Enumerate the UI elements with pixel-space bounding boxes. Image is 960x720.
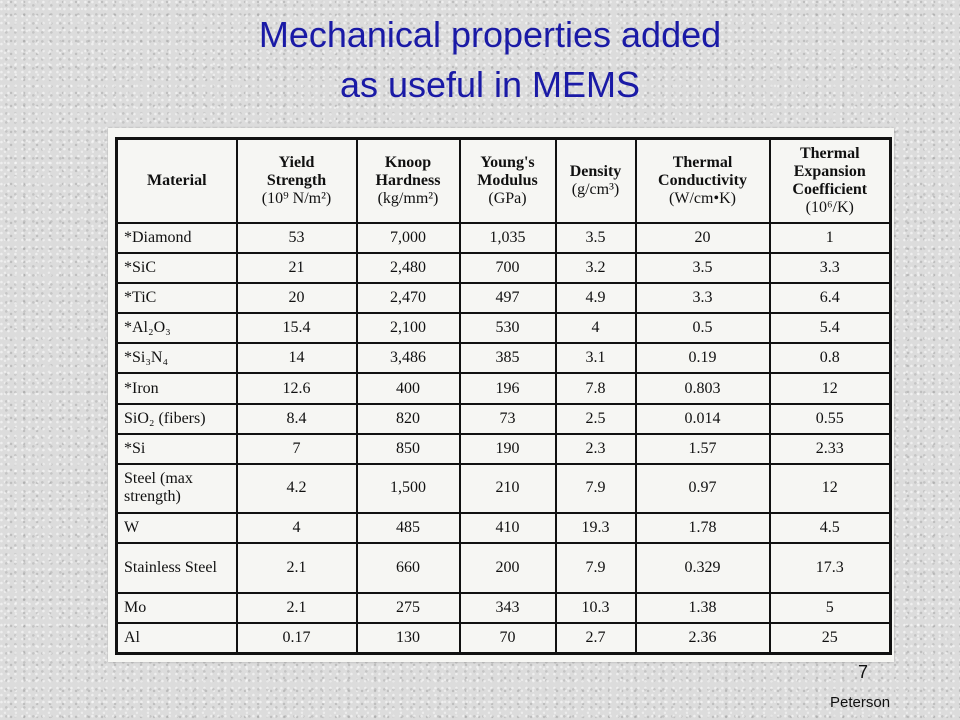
table-cell: 1,500 <box>357 464 460 513</box>
table-cell: 25 <box>770 623 891 654</box>
slide-title-line-2: as useful in MEMS <box>339 64 641 105</box>
column-header-text: Modulus <box>477 172 538 189</box>
column-header <box>636 139 770 224</box>
table-cell: 196 <box>460 373 556 403</box>
table-cell: 3.5 <box>556 223 636 253</box>
column-header <box>117 139 237 224</box>
table-cell: 497 <box>460 283 556 313</box>
material-name-cell: *SiC <box>117 253 237 283</box>
material-name-cell: Mo <box>117 593 237 623</box>
table-cell: 200 <box>460 543 556 592</box>
table-row <box>117 623 891 654</box>
column-header <box>770 139 891 224</box>
table-cell: 70 <box>460 623 556 654</box>
table-cell: 20 <box>237 283 357 313</box>
table-cell: 130 <box>357 623 460 654</box>
table-cell: 12.6 <box>237 373 357 403</box>
table-cell: 73 <box>460 404 556 434</box>
table-cell: 2.33 <box>770 434 891 464</box>
table-cell: 2,100 <box>357 313 460 343</box>
table-cell: 0.19 <box>636 343 770 373</box>
table-cell: 0.8 <box>770 343 891 373</box>
table-cell: 210 <box>460 464 556 513</box>
table-cell: 0.97 <box>636 464 770 513</box>
table-cell: 190 <box>460 434 556 464</box>
table-cell: 2.1 <box>237 593 357 623</box>
table-cell: 3.2 <box>556 253 636 283</box>
table-cell: 3.1 <box>556 343 636 373</box>
material-name-cell: *Iron <box>117 373 237 403</box>
table-cell: 14 <box>237 343 357 373</box>
table-cell: 12 <box>770 373 891 403</box>
table-cell: 0.55 <box>770 404 891 434</box>
material-name-cell: *TiC <box>117 283 237 313</box>
column-header-text: Material <box>146 172 207 189</box>
table-cell: 7 <box>237 434 357 464</box>
table-row <box>117 404 891 434</box>
column-header-unit: (10⁶/K) <box>805 199 854 216</box>
column-header-unit: (W/cm•K) <box>669 190 736 207</box>
table-cell: 8.4 <box>237 404 357 434</box>
table-cell: 4.9 <box>556 283 636 313</box>
table-cell: 850 <box>357 434 460 464</box>
table-row <box>117 343 891 373</box>
material-name-cell: Steel (max strength) <box>117 464 237 513</box>
material-name-cell: Stainless Steel <box>117 543 237 592</box>
material-name-cell: W <box>117 513 237 543</box>
table-row <box>117 464 891 513</box>
material-name-cell: *Al₂O₃ <box>117 313 237 343</box>
table-cell: 0.5 <box>636 313 770 343</box>
table-cell: 820 <box>357 404 460 434</box>
column-header-unit: (g/cm³) <box>571 181 620 198</box>
table-cell: 17.3 <box>770 543 891 592</box>
table-cell: 1.78 <box>636 513 770 543</box>
table-header-row <box>117 139 891 224</box>
table-cell: 343 <box>460 593 556 623</box>
column-header-text: Conductivity <box>658 172 747 189</box>
table-row <box>117 543 891 592</box>
table-cell: 4 <box>556 313 636 343</box>
table-cell: 485 <box>357 513 460 543</box>
table-cell: 19.3 <box>556 513 636 543</box>
table-cell: 10.3 <box>556 593 636 623</box>
table-cell: 3.5 <box>636 253 770 283</box>
table-cell: 660 <box>357 543 460 592</box>
column-header <box>556 139 636 224</box>
table-cell: 20 <box>636 223 770 253</box>
table-cell: 1 <box>770 223 891 253</box>
table-cell: 0.17 <box>237 623 357 654</box>
table-cell: 21 <box>237 253 357 283</box>
column-header-text: Young's <box>480 154 535 171</box>
table-cell: 2.3 <box>556 434 636 464</box>
table-cell: 275 <box>357 593 460 623</box>
author-credit: Peterson <box>830 694 891 711</box>
table-row <box>117 373 891 403</box>
material-name-cell: *Diamond <box>117 223 237 253</box>
column-header-unit: (GPa) <box>488 190 527 207</box>
table-cell: 2.36 <box>636 623 770 654</box>
table-cell: 0.014 <box>636 404 770 434</box>
table-cell: 385 <box>460 343 556 373</box>
table-cell: 410 <box>460 513 556 543</box>
table-cell: 12 <box>770 464 891 513</box>
table-cell: 1.38 <box>636 593 770 623</box>
page-number: 7 <box>858 662 869 682</box>
table-cell: 5.4 <box>770 313 891 343</box>
table-row <box>117 313 891 343</box>
table-cell: 400 <box>357 373 460 403</box>
material-name-cell: *Si <box>117 434 237 464</box>
material-properties-table <box>115 137 892 655</box>
table-row <box>117 223 891 253</box>
material-name-cell: *Si₃N₄ <box>117 343 237 373</box>
material-name-cell: Al <box>117 623 237 654</box>
table-cell: 0.803 <box>636 373 770 403</box>
table-cell: 3,486 <box>357 343 460 373</box>
table-cell: 530 <box>460 313 556 343</box>
table-cell: 3.3 <box>636 283 770 313</box>
slide-title-line-1: Mechanical properties added <box>258 14 722 55</box>
slide-title <box>0 10 960 110</box>
table-cell: 2.7 <box>556 623 636 654</box>
table-row <box>117 513 891 543</box>
table-cell: 2.5 <box>556 404 636 434</box>
table-cell: 7,000 <box>357 223 460 253</box>
table-cell: 53 <box>237 223 357 253</box>
column-header-unit: (10⁹ N/m²) <box>261 190 332 207</box>
column-header-text: Knoop <box>384 154 432 171</box>
column-header-text: Hardness <box>375 172 441 189</box>
column-header-text: Coefficient <box>792 181 868 198</box>
table-cell: 3.3 <box>770 253 891 283</box>
table-cell: 0.329 <box>636 543 770 592</box>
column-header-text: Strength <box>266 172 327 189</box>
table-cell: 4 <box>237 513 357 543</box>
scanned-table-sheet <box>108 128 894 662</box>
table-cell: 2.1 <box>237 543 357 592</box>
table-cell: 4.5 <box>770 513 891 543</box>
table-row <box>117 434 891 464</box>
column-header <box>237 139 357 224</box>
table-cell: 2,470 <box>357 283 460 313</box>
column-header <box>460 139 556 224</box>
table-cell: 4.2 <box>237 464 357 513</box>
column-header-text: Thermal <box>672 154 733 171</box>
table-cell: 5 <box>770 593 891 623</box>
table-cell: 1,035 <box>460 223 556 253</box>
table-cell: 7.9 <box>556 543 636 592</box>
table-cell: 2,480 <box>357 253 460 283</box>
table-cell: 15.4 <box>237 313 357 343</box>
table-cell: 700 <box>460 253 556 283</box>
table-cell: 1.57 <box>636 434 770 464</box>
table-cell: 6.4 <box>770 283 891 313</box>
table-row <box>117 593 891 623</box>
column-header-text: Expansion <box>793 163 866 180</box>
column-header-unit: (kg/mm²) <box>377 190 439 207</box>
column-header-text: Density <box>569 163 622 180</box>
column-header-text: Yield <box>278 154 315 171</box>
column-header-text: Thermal <box>799 145 860 162</box>
table-cell: 7.9 <box>556 464 636 513</box>
table-cell: 7.8 <box>556 373 636 403</box>
table-body <box>117 223 891 654</box>
material-name-cell: SiO₂ (fibers) <box>117 404 237 434</box>
table-row <box>117 283 891 313</box>
column-header <box>357 139 460 224</box>
table-row <box>117 253 891 283</box>
